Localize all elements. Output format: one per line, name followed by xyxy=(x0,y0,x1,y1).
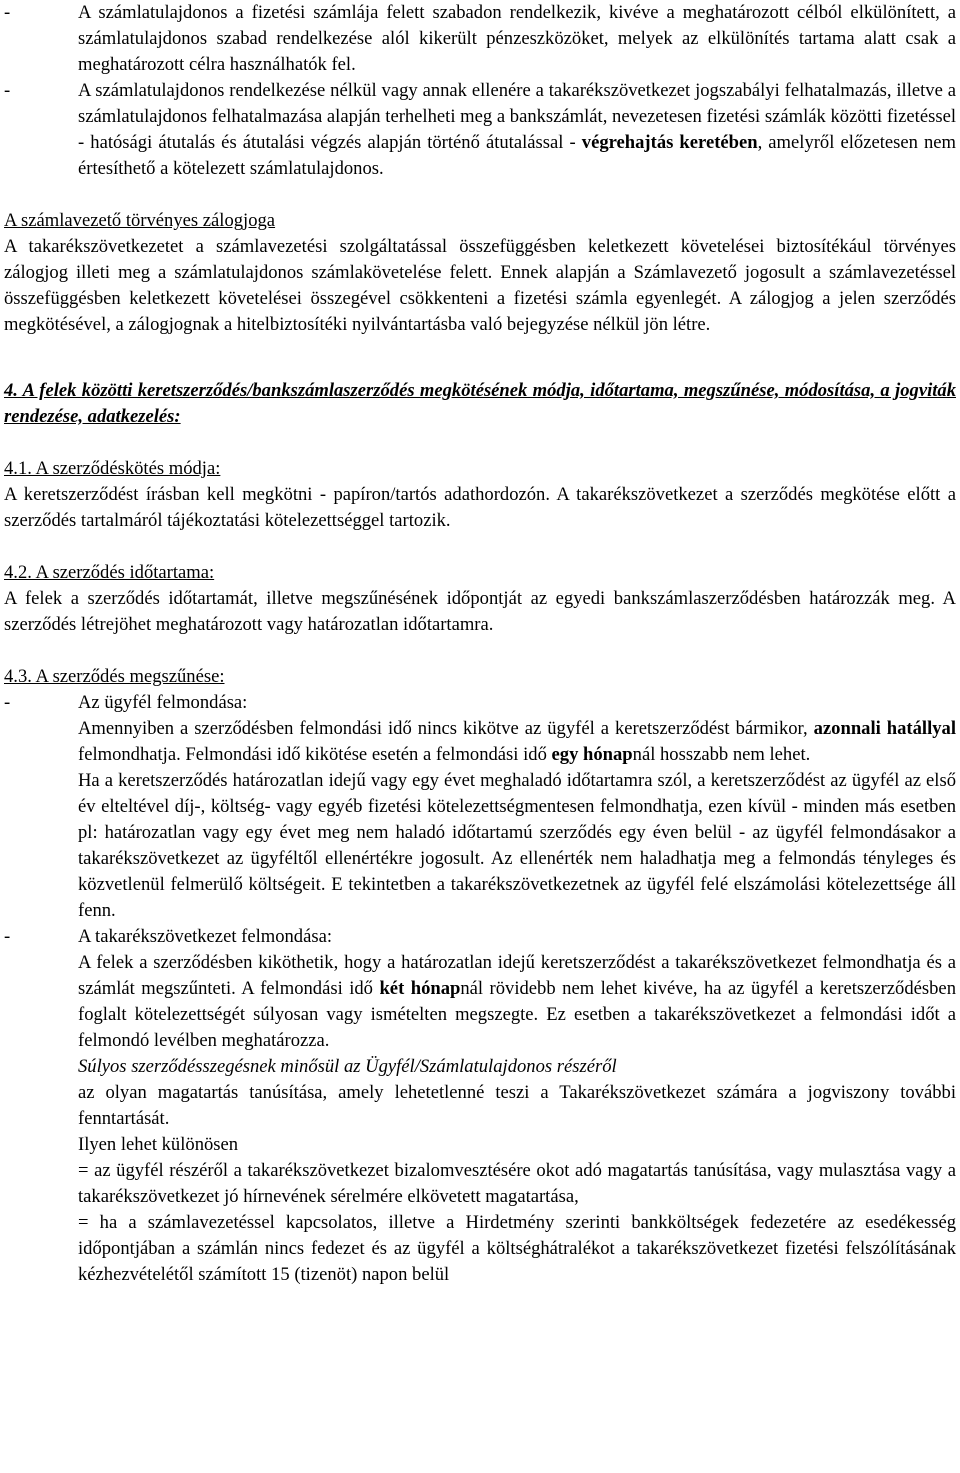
example-item: = ha a számlavezetéssel kapcsolatos, illetve a Hirdetmény szerinti bankköltségek fedezetére az esedékesség időpontjában a számlán nincs fedezet és az ügyfél a költséghátralékot a takarékszövetkezet fizetési felszólításának kézhezvételétől számított 15 (tizenöt) napon belül xyxy=(78,1212,956,1285)
examples-intro: Ilyen lehet különösen xyxy=(78,1134,239,1155)
client-termination-paragraph xyxy=(4,716,956,768)
list-item xyxy=(4,78,956,182)
document-page xyxy=(4,0,956,1288)
section-heading: 4. A felek közötti keretszerződés/bankszámlaszerződés megkötésének módja, időtartama, megszűnése, módosítása, a jogviták rendezése, adatkezelés: xyxy=(4,380,956,427)
list-item-text: A számlatulajdonos a fizetési számlája felett szabadon rendelkezik, kivéve a meghatározott célból elkülönített, a számlatulajdonos szabad rendelkezése alól kikerült pénzeszközöket, melyek az elkülönítés tartama alatt csak a meghatározott célra használhatók fel. xyxy=(78,2,956,75)
example-item: = az ügyfél részéről a takarékszövetkezet bizalomvesztésére okot adó magatartás tanúsítása, vagy mulasztása vagy a takarékszövetkezet jó hírnevének sérelmére elkövetett magatartása, xyxy=(78,1160,956,1207)
bold-text: két hónap xyxy=(379,978,461,999)
subsection-title-4-2: 4.2. A szerződés időtartama: xyxy=(4,562,215,583)
client-termination-paragraph-2: Ha a keretszerződés határozatlan idejű vagy egy évet meghaladó időtartamra szól, a keretszerződést az ügyfél az első év elteltével díj-, költség- vagy egyéb fizetési kötelezettségmentesen felmondhatja, ezen kívül - minden más esetben pl: határozatlan vagy egy évet meg nem haladó időtartamú szerződés egy éven belül - az ügyfél felmondásakor a takarékszövetkezet az ügyféltől ellenértékre jogosult. Az ellenérték nem haladhatja meg a felmondás tényleges és közvetlenül felmerülő költségeit. E tekintetben a takarékszövetkezetnek az ügyfél felé elszámolási kötelezettsége áll fenn. xyxy=(78,770,956,921)
list-item xyxy=(4,924,956,950)
list-dash: - xyxy=(4,692,11,713)
bank-termination-label: A takarékszövetkezet felmondása: xyxy=(78,926,333,947)
serious-breach-title: Súlyos szerződésszegésnek minősül az Ügyfél/Számlatulajdonos részéről xyxy=(78,1056,617,1077)
bank-termination-paragraph xyxy=(4,950,956,1054)
bold-text: végrehajtás keretében xyxy=(581,132,758,153)
text-run: , amelyről előzetesen nem értesíthető a kötelezett számlatulajdonos. xyxy=(78,132,956,179)
text-run: nál hosszabb nem lehet. xyxy=(632,744,811,765)
list-dash: - xyxy=(4,2,11,23)
list-item xyxy=(4,690,956,716)
serious-breach-paragraph: az olyan magatartás tanúsítása, amely lehetetlenné teszi a Takarékszövetkezet számára a jogviszony további fenntartását. xyxy=(78,1082,956,1129)
text-run: nál rövidebb nem lehet kivéve, ha az ügyfél a keretszerződésben foglalt kötelezettségét súlyosan vagy ismételten megszegte. Ez esetben a takarékszövetkezet a felmondási időt a felmondó levélben meghatározza. xyxy=(78,978,956,1051)
text-run: felmondhatja. Felmondási idő kikötése esetén a felmondási idő xyxy=(78,744,552,765)
list-dash: - xyxy=(4,80,11,101)
subsection-title-4-3: 4.3. A szerződés megszűnése: xyxy=(4,666,225,687)
list-dash: - xyxy=(4,926,11,947)
lien-title: A számlavezető törvényes zálogjoga xyxy=(4,210,276,231)
subsection-title-4-1: 4.1. A szerződéskötés módja: xyxy=(4,458,221,479)
list-item xyxy=(4,0,956,78)
list-item-text xyxy=(78,80,956,179)
subsection-paragraph-4-2: A felek a szerződés időtartamát, illetve megszűnésének időpontját az egyedi bankszámlaszerződésben határozzák meg. A szerződés létrejöhet meghatározott vagy határozatlan időtartamra. xyxy=(4,588,956,635)
bold-text: azonnali hatállyal xyxy=(813,718,956,739)
text-run: A felek a szerződésben kiköthetik, hogy a határozatlan idejű keretszerződést a takarékszövetkezet felmondhatja és a számlát megszűnteti. A felmondási idő xyxy=(78,952,956,999)
client-termination-label: Az ügyfél felmondása: xyxy=(78,692,248,713)
lien-paragraph: A takarékszövetkezetet a számlavezetési szolgáltatással összefüggésben keletkezett követelései biztosítékául törvényes zálogjog illeti meg a számlatulajdonos számlakövetelése felett. Ennek alapján a Számlavezető jogosult a számlavezetéssel összefüggésben keletkezett követelései összegével csökkenteni a fizetési számla egyenlegét. A zálogjog a jelen szerződés megkötésével, a zálogjognak a hitelbiztosítéki nyilvántartásba való bejegyzése nélkül jön létre. xyxy=(4,236,956,335)
bold-text: egy hónap xyxy=(551,744,633,765)
subsection-paragraph-4-1: A keretszerződést írásban kell megkötni - papíron/tartós adathordozón. A takarékszövetkezet a szerződés megkötése előtt a szerződés tartalmáról tájékoztatási kötelezettséggel tartozik. xyxy=(4,484,956,531)
text-run: Amennyiben a szerződésben felmondási idő nincs kikötve az ügyfél a keretszerződést bármikor, xyxy=(78,718,814,739)
text-run: A számlatulajdonos rendelkezése nélkül vagy annak ellenére a takarékszövetkezet jogszabályi felhatalmazás, illetve a számlatulajdonos felhatalmazása alapján terhelheti meg a bankszámlát, nevezetesen fizetési számlák közötti fizetéssel - hatósági átutalás és átutalási végzés alapján történő átutalással - xyxy=(78,80,956,153)
